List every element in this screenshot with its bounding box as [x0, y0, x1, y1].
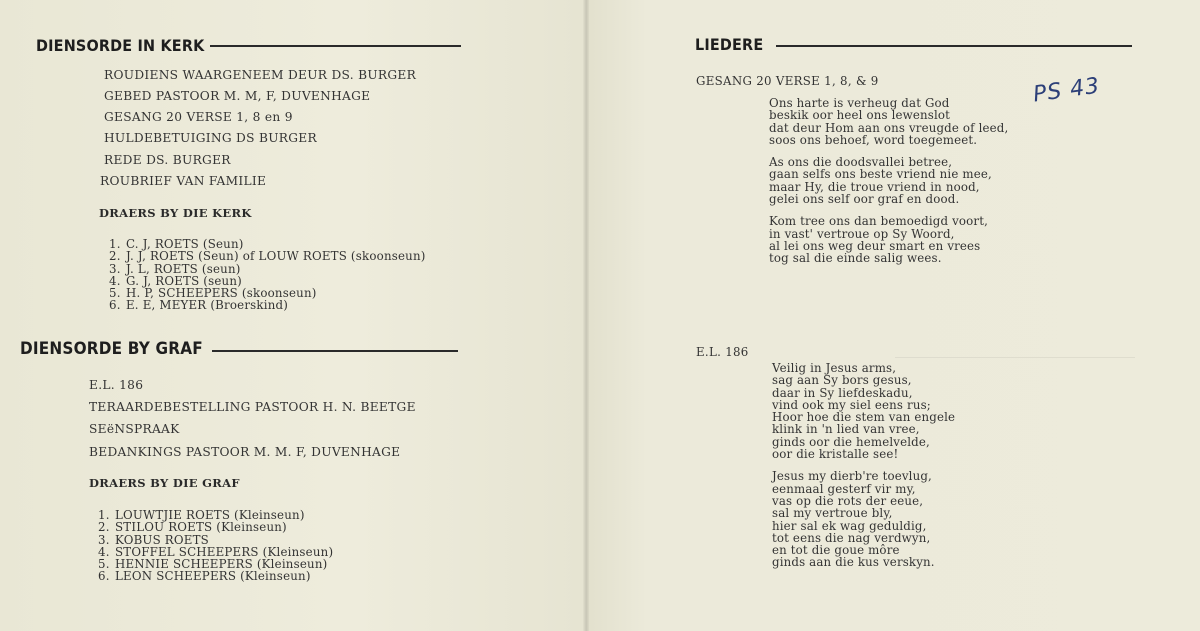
- verse-line: maar Hy, die troue vriend in nood,: [769, 179, 980, 194]
- verse-line: Jesus my dierb're toevlug,: [772, 469, 932, 484]
- verse-line: daar in Sy liefdeskadu,: [772, 385, 913, 400]
- verse-line: hier sal ek wag geduldig,: [772, 518, 927, 533]
- el-verses: [772, 362, 955, 569]
- verse-line: en tot die goue môre: [772, 543, 900, 558]
- gesang-verses: [769, 97, 1008, 265]
- kerk-item: REDE DS. BURGER: [104, 153, 231, 167]
- graf-item: SEëNSPRAAK: [89, 422, 180, 436]
- verse-line: Kom tree ons dan bemoedigd voort,: [769, 214, 988, 229]
- list-item: 3. KOBUS ROETS: [98, 532, 209, 547]
- el-title: E.L. 186: [696, 345, 749, 359]
- kerk-item: ROUDIENS WAARGENEEM DEUR DS. BURGER: [104, 68, 417, 82]
- list-item: 6. LEON SCHEEPERS (Kleinseun): [98, 569, 311, 584]
- verse-line: tot eens die nag verdwyn,: [772, 530, 931, 545]
- verse-line: soos ons behoef, word toegemeet.: [769, 132, 978, 147]
- list-item: 3. J. L, ROETS (seun): [109, 261, 241, 276]
- heading-diensorde-by-graf: DIENSORDE BY GRAF: [20, 339, 203, 359]
- handwritten-note: PS 43: [1031, 73, 1102, 108]
- list-item: 1. C. J, ROETS (Seun): [109, 237, 244, 251]
- heading-diensorde-in-kerk: DIENSORDE IN KERK: [36, 36, 205, 55]
- heading-rule: [212, 350, 458, 352]
- list-item: 5. HENNIE SCHEEPERS (Kleinseun): [98, 557, 328, 572]
- verse-line: klink in 'n lied van vree,: [772, 422, 920, 437]
- verse-line: beskik oor heel ons lewenslot: [769, 108, 951, 123]
- graf-item: E.L. 186: [89, 378, 144, 392]
- verse-line: gelei ons self oor graf en dood.: [769, 192, 960, 207]
- list-item: 4. G. J, ROETS (seun): [109, 273, 242, 288]
- verse-line: oor die kristalle see!: [772, 447, 899, 462]
- kerk-item: ROUBRIEF VAN FAMILIE: [100, 174, 267, 188]
- verse-line: dat deur Hom aan ons vreugde of leed,: [769, 120, 1009, 135]
- verse-line: As ons die doodsvallei betree,: [769, 155, 953, 170]
- gesang-title: GESANG 20 VERSE 1, 8, & 9: [696, 74, 879, 88]
- draers-graf-heading: DRAERS BY DIE GRAF: [89, 476, 240, 490]
- draers-kerk-list: [109, 238, 426, 312]
- page-fold: [583, 0, 589, 631]
- verse-line: eenmaal gesterf vir my,: [772, 481, 916, 496]
- verse-line: gaan selfs ons beste vriend nie mee,: [769, 167, 992, 182]
- graf-item: TERAARDEBESTELLING PASTOOR H. N. BEETGE: [89, 400, 416, 414]
- list-item: 2. J. J, ROETS (Seun) of LOUW ROETS (skoonseun): [109, 249, 426, 264]
- verse-line: tog sal die einde salig wees.: [769, 251, 942, 266]
- list-item: 2. STILOU ROETS (Kleinseun): [98, 520, 287, 535]
- verse-line: Veilig in Jesus arms,: [772, 361, 897, 375]
- list-item: 1. LOUWTJIE ROETS (Kleinseun): [98, 508, 305, 522]
- heading-liedere: LIEDERE: [695, 35, 764, 54]
- verse-line: sag aan Sy bors gesus,: [772, 373, 912, 388]
- heading-rule: [210, 45, 461, 47]
- verse-line: Hoor hoe die stem van engele: [772, 410, 956, 425]
- list-item: 6. E. E, MEYER (Broerskind): [109, 298, 289, 313]
- draers-graf-list: [98, 509, 333, 583]
- faint-line: [895, 357, 1135, 358]
- draers-kerk-heading: DRAERS BY DIE KERK: [99, 206, 252, 220]
- verse-line: vas op die rots der eeue,: [772, 493, 924, 508]
- heading-rule: [776, 45, 1132, 47]
- verse-line: al lei ons weg deur smart en vrees: [769, 238, 981, 253]
- list-item: 5. H. P, SCHEEPERS (skoonseun): [109, 286, 317, 301]
- verse-line: in vast' vertroue op Sy Woord,: [769, 226, 955, 241]
- verse-line: sal my vertroue bly,: [772, 506, 893, 521]
- verse-line: Ons harte is verheug dat God: [769, 96, 950, 110]
- verse-line: ginds aan die kus verskyn.: [772, 555, 935, 570]
- kerk-item: GEBED PASTOOR M. M, F, DUVENHAGE: [104, 89, 371, 103]
- kerk-item: HULDEBETUIGING DS BURGER: [104, 131, 317, 145]
- verse-line: ginds oor die hemelvelde,: [772, 434, 930, 449]
- kerk-item: GESANG 20 VERSE 1, 8 en 9: [104, 110, 293, 124]
- graf-item: BEDANKINGS PASTOOR M. M. F, DUVENHAGE: [89, 445, 401, 459]
- verse-line: vind ook my siel eens rus;: [772, 397, 931, 412]
- list-item: 4. STOFFEL SCHEEPERS (Kleinseun): [98, 544, 334, 559]
